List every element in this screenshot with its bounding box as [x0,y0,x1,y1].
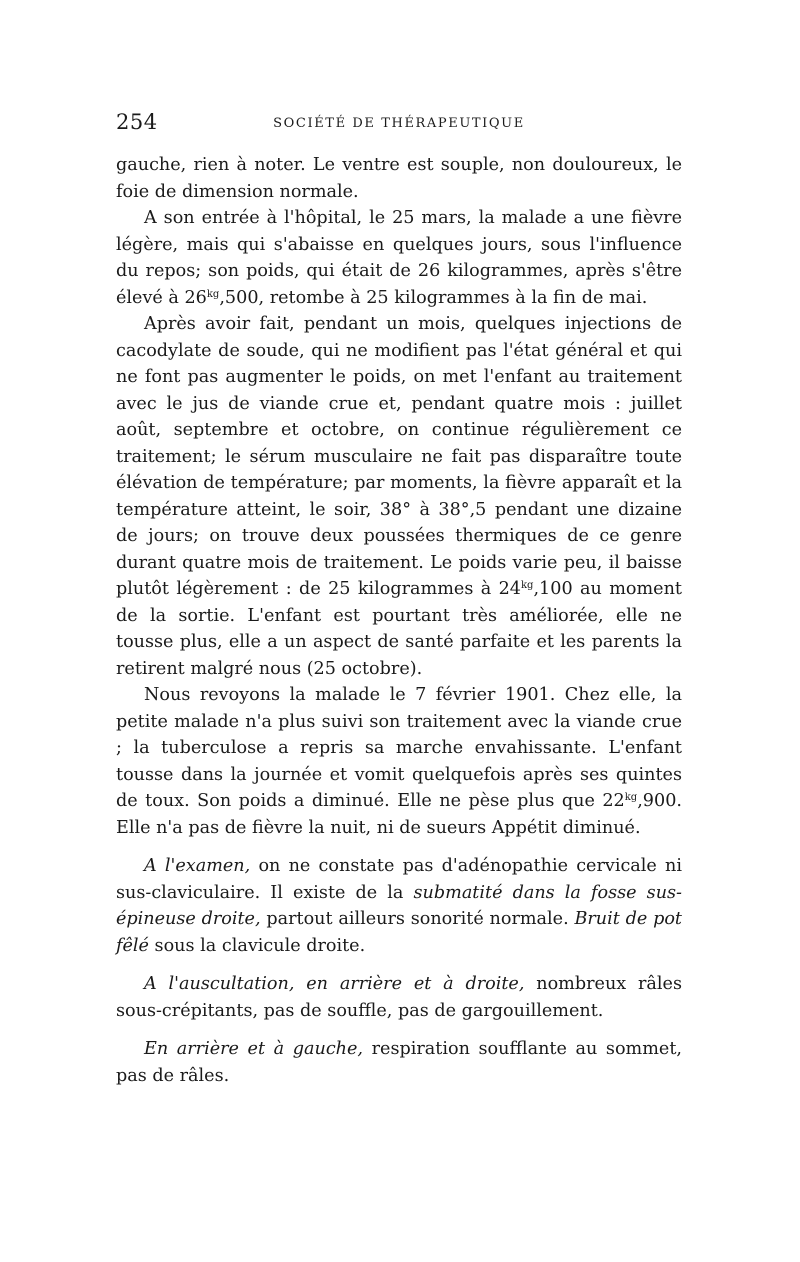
paragraph-text: Après avoir fait, pendant un mois, quelques injections de cacodylate de soude, qui ne modifient pas l'état général et qui ne font pas augmenter le poids, on met l'enfant au traitement avec le jus de viande crue et, pendant quatre mois : juillet août, septembre et octobre, on continue régulièrement ce traitement; le sérum musculaire ne fait pas disparaître toute élévation de température; par moments, la fièvre apparaît et la température atteint, le soir, 38° à 38°,5 pendant une dizaine de jours; on trouve deux poussées thermiques de ce genre durant quatre mois de traitement. Le poids varie peu, il baisse plutôt légèrement : de 25 kilogrammes à 24 [116,314,682,599]
paragraph-hospital-entry [116,205,682,311]
body-text [116,152,682,1089]
paragraph-text: gauche, rien à noter. Le ventre est souple, non douloureux, le foie de dimension normale. [116,155,682,202]
paragraph-text: ,900. Elle n'a pas de fièvre la nuit, ni de sueurs Appétit diminué. [116,791,682,838]
paragraph-follow-up [116,682,682,841]
paragraph-text: respiration soufflante au sommet, pas de râles. [116,1039,682,1086]
italic-phrase: submatité dans la fosse sus-épineuse droite, [116,882,682,929]
paragraph-text: nombreux râles sous-crépitants, pas de souffle, pas de gargouillement. [116,974,682,1021]
italic-lead: En arrière et à gauche, [144,1039,364,1059]
unit-superscript: kg [206,288,220,300]
italic-lead: A l'auscultation, en arrière et à droite, [144,974,525,994]
unit-superscript: kg [521,580,534,591]
unit-superscript: kg [624,792,638,803]
paragraph-text: Nous revoyons la malade le 7 février 1901. Chez elle, la petite malade n'a plus suivi son traitement avec la viande crue ; la tuberculose a repris sa marche envahissante. L'enfant tousse dans la journée et vomit quelquefois après ses quintes de toux. Son poids a diminué. Elle ne pèse plus que 22 [116,685,682,811]
paragraph-examination [116,853,682,959]
page-number: 254 [116,110,158,134]
paragraph-text: ,500, retombe à 25 kilogrammes à la fin de mai. [219,287,648,308]
page-header [116,110,682,140]
paragraph-text: ,100 au moment de la sortie. L'enfant est pourtant très améliorée, elle ne tousse plus, elle a un aspect de santé parfaite et les parents la retirent malgré nous (25 octobre). [116,579,682,679]
paragraph-text: A son entrée à l'hôpital, le 25 mars, la malade a une fièvre légère, mais qui s'abaisse en quelques jours, sous l'influence du repos; son poids, qui était de 26 kilogrammes, après s'être élevé à 26 [116,208,682,308]
italic-lead: A l'examen, [144,856,251,876]
paragraph-text: on ne constate pas d'adénopathie cervicale ni sus-claviculaire. Il existe de la [116,856,682,903]
paragraph-auscultation [116,971,682,1024]
paragraph-text: sous la clavicule droite. [148,935,366,956]
paragraph-left-side [116,1036,682,1089]
italic-phrase: Bruit de pot fêlé [116,909,682,956]
paragraph-treatment [116,311,682,682]
paragraph-continued [116,152,682,205]
running-title: SOCIÉTÉ DE THÉRAPEUTIQUE [273,116,525,131]
paragraph-text: partout ailleurs sonorité normale. [260,909,575,929]
